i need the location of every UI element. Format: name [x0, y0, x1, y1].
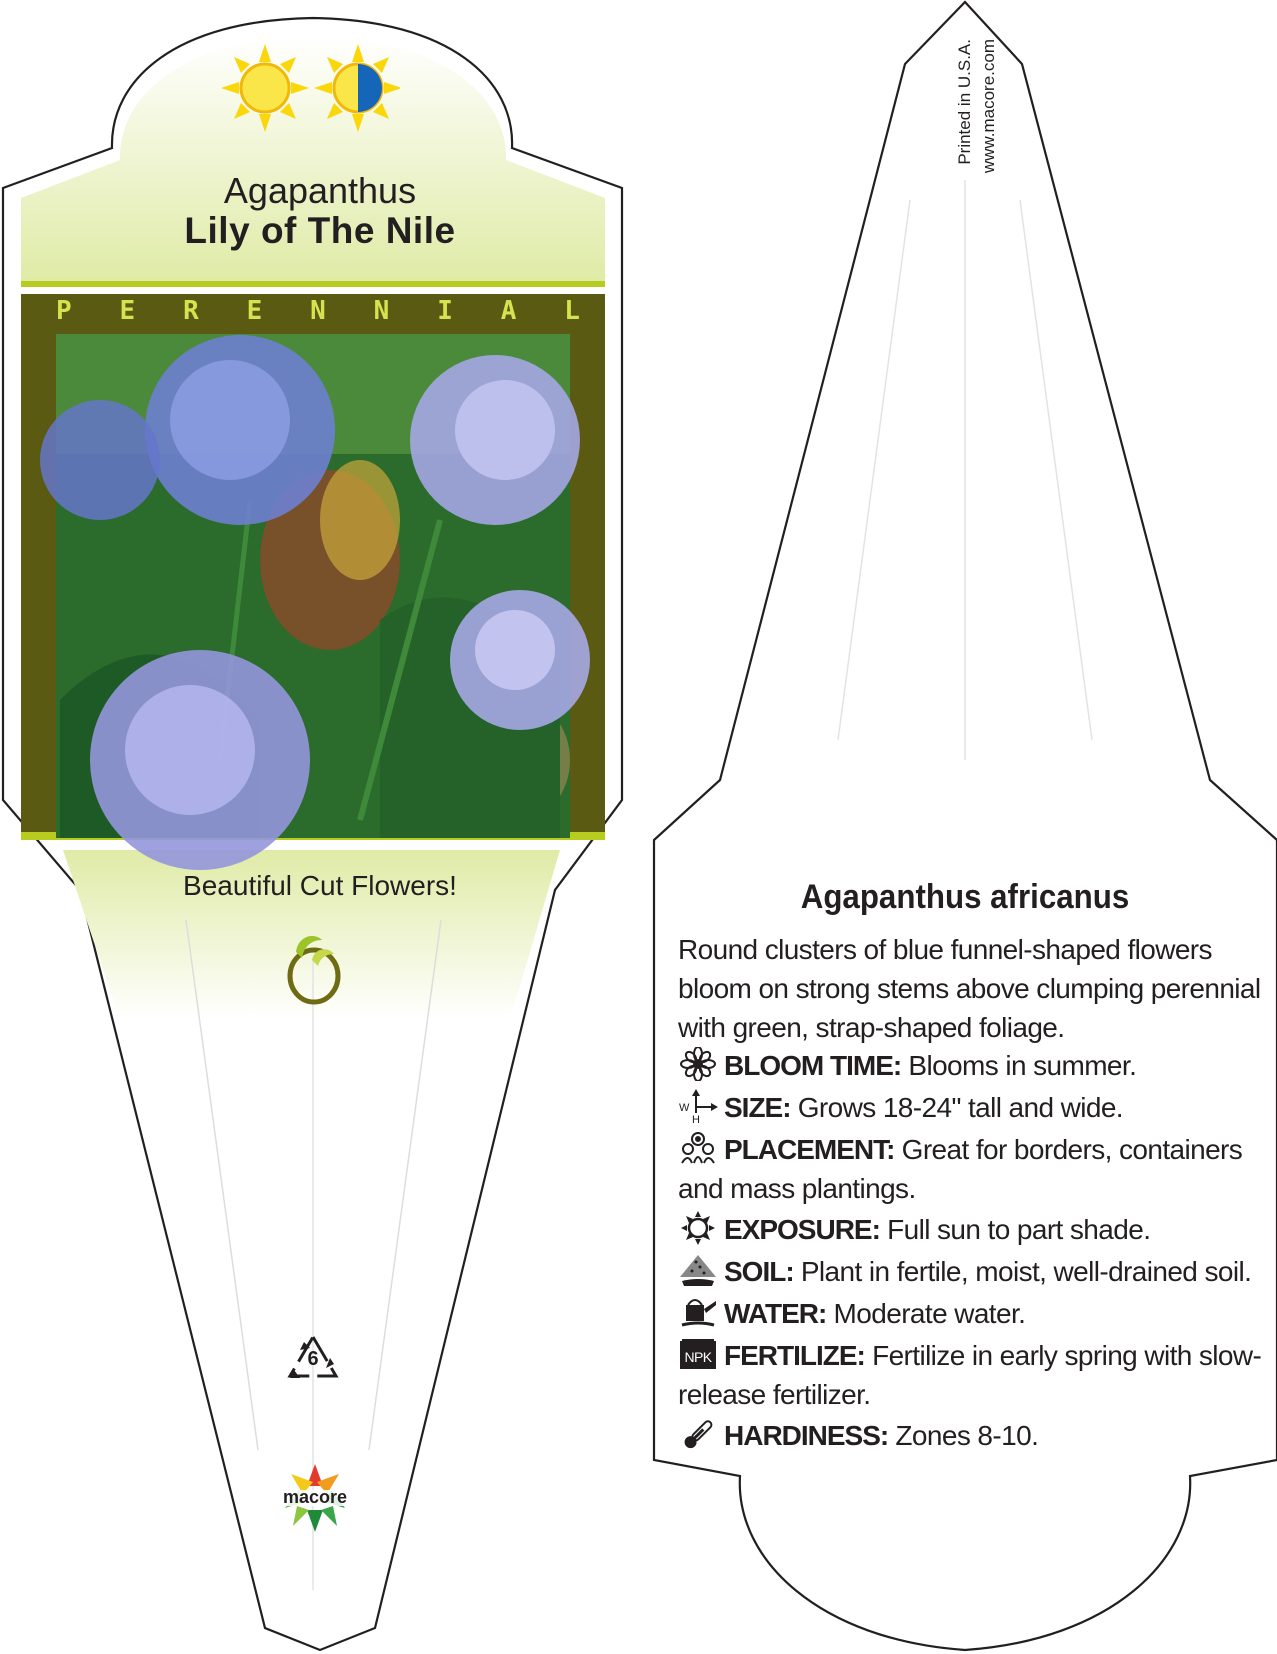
category-letter: P — [56, 296, 72, 326]
attribute-label: BLOOM TIME: — [724, 1050, 902, 1081]
category-letter: N — [373, 296, 390, 326]
attribute-value: Fertilize in early spring with slow-release fertilizer. — [678, 1340, 1262, 1410]
category-letter: I — [437, 296, 453, 326]
placement-icon — [678, 1131, 718, 1165]
attribute-fertilize — [678, 1336, 1268, 1414]
thermometer-icon — [678, 1417, 718, 1451]
plant-description: Round clusters of blue funnel-shaped flowers bloom on strong stems above clumping perennial with green, strap-shaped foliage. — [678, 934, 1261, 1043]
category-letter: E — [119, 296, 136, 326]
attribute-value: Great for borders, containers and mass plantings. — [678, 1134, 1243, 1204]
attribute-value: Moderate water. — [833, 1298, 1026, 1329]
sun-icon — [678, 1211, 718, 1245]
category-letter: L — [564, 296, 580, 326]
brand-name: macore — [282, 1487, 348, 1507]
attribute-value: Blooms in summer. — [908, 1050, 1137, 1081]
category-letter: R — [183, 296, 199, 326]
attribute-value: Grows 18-24" tall and wide. — [797, 1092, 1123, 1123]
recycle-number: 6 — [307, 1348, 319, 1370]
npk-icon — [678, 1337, 718, 1371]
attribute-size — [678, 1088, 1268, 1127]
tagline: Beautiful Cut Flowers! — [183, 870, 457, 901]
printed-in-usa: Printed in U.S.A. — [955, 39, 974, 165]
soil-icon — [678, 1253, 718, 1287]
attribute-label: SIZE: — [724, 1092, 791, 1123]
category-letter: N — [310, 296, 326, 326]
attribute-label: SOIL: — [724, 1256, 794, 1287]
category-letter: A — [500, 296, 517, 326]
category-letter: E — [246, 296, 263, 326]
common-name: Lily of The Nile — [184, 210, 456, 251]
watering-can-icon — [678, 1295, 718, 1329]
attribute-bloom-time — [678, 1046, 1268, 1085]
printed-info — [940, 39, 1000, 218]
npk-icon-text: NPK — [684, 1349, 712, 1365]
attribute-soil — [678, 1252, 1268, 1291]
attribute-exposure — [678, 1210, 1268, 1249]
flower-icon — [678, 1047, 718, 1081]
attribute-value: Plant in fertile, moist, well-drained soil. — [800, 1256, 1252, 1287]
common-name-genus: Agapanthus — [223, 170, 417, 211]
size-icon-w: W — [679, 1102, 689, 1114]
attribute-value: Full sun to part shade. — [887, 1214, 1151, 1245]
website: www.macore.com — [979, 39, 998, 174]
size-icon — [678, 1089, 718, 1123]
attribute-label: HARDINESS: — [724, 1420, 889, 1451]
attribute-label: FERTILIZE: — [724, 1340, 865, 1371]
attribute-label: PLACEMENT: — [724, 1134, 895, 1165]
attribute-water — [678, 1294, 1268, 1333]
botanical-name: Agapanthus africanus — [800, 878, 1130, 916]
attribute-label: WATER: — [724, 1298, 827, 1329]
attribute-hardiness — [678, 1416, 1268, 1455]
attribute-placement — [678, 1130, 1268, 1208]
size-icon-h: H — [692, 1114, 700, 1123]
attribute-label: EXPOSURE: — [724, 1214, 880, 1245]
attribute-value: Zones 8-10. — [895, 1420, 1039, 1451]
